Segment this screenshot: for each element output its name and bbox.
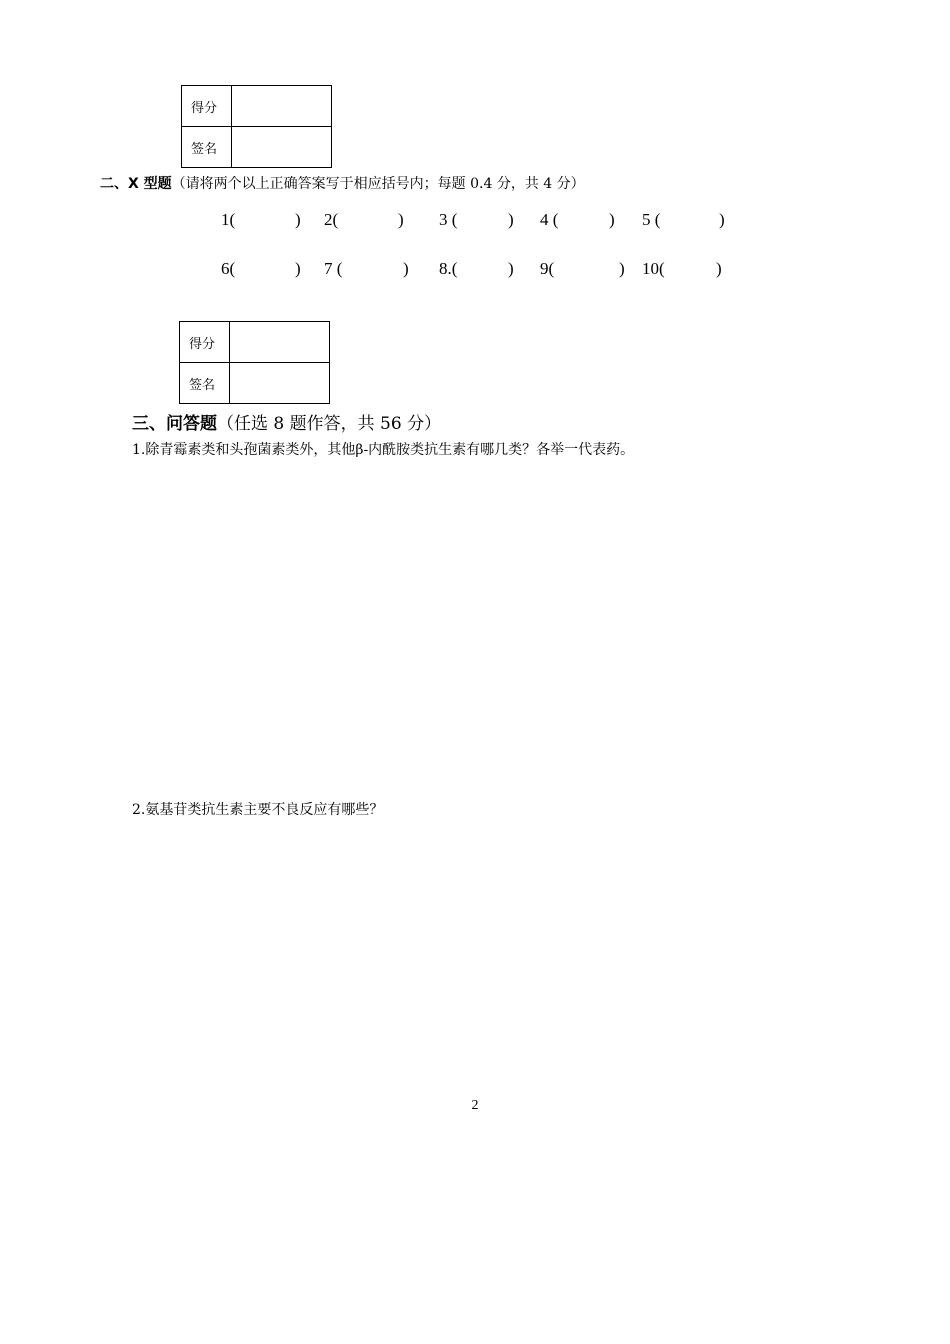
question-2: 2.氨基苷类抗生素主要不良反应有哪些？	[132, 802, 384, 818]
sign-label: 签名	[180, 363, 230, 404]
answer-number: 4 (	[540, 210, 559, 229]
answer-number: 5 (	[642, 210, 661, 229]
score-field[interactable]	[232, 86, 332, 127]
closing-paren: )	[508, 259, 514, 278]
answer-number: 10(	[642, 259, 665, 278]
closing-paren: )	[403, 259, 409, 278]
section-x-heading: 二、X 型题	[100, 176, 172, 192]
sign-label: 签名	[182, 127, 232, 168]
closing-paren: )	[295, 259, 301, 278]
closing-paren: )	[609, 210, 615, 229]
answer-number: 3 (	[439, 210, 458, 229]
closing-paren: )	[719, 210, 725, 229]
closing-paren: )	[295, 210, 301, 229]
score-label: 得分	[180, 322, 230, 363]
answer-number: 6(	[221, 259, 236, 278]
question-1: 1.除青霉素类和头孢菌素类外，其他β-内酰胺类抗生素有哪几类？各举一代表药。	[132, 442, 635, 458]
section-qa-note: （任选 8 题作答，共 56 分）	[217, 414, 442, 434]
score-field[interactable]	[230, 322, 330, 363]
closing-paren: )	[716, 259, 722, 278]
answer-number: 7 (	[324, 259, 343, 278]
closing-paren: )	[619, 259, 625, 278]
score-box-1	[181, 85, 332, 168]
section-x-note: （请将两个以上正确答案写于相应括号内；每题 0.4 分，共 4 分）	[171, 176, 585, 192]
section-qa-title	[132, 409, 441, 434]
answer-number: 1(	[221, 210, 236, 229]
score-box-2	[179, 321, 330, 404]
section-x-title	[100, 173, 585, 193]
sign-field[interactable]	[232, 127, 332, 168]
score-label: 得分	[182, 86, 232, 127]
answer-number: 9(	[540, 259, 555, 278]
section-qa-heading: 三、问答题	[132, 414, 217, 434]
answer-number: 2(	[324, 210, 339, 229]
sign-field[interactable]	[230, 363, 330, 404]
answer-number: 8.(	[439, 259, 458, 278]
closing-paren: )	[508, 210, 514, 229]
page-number: 2	[471, 1098, 479, 1113]
closing-paren: )	[398, 210, 404, 229]
